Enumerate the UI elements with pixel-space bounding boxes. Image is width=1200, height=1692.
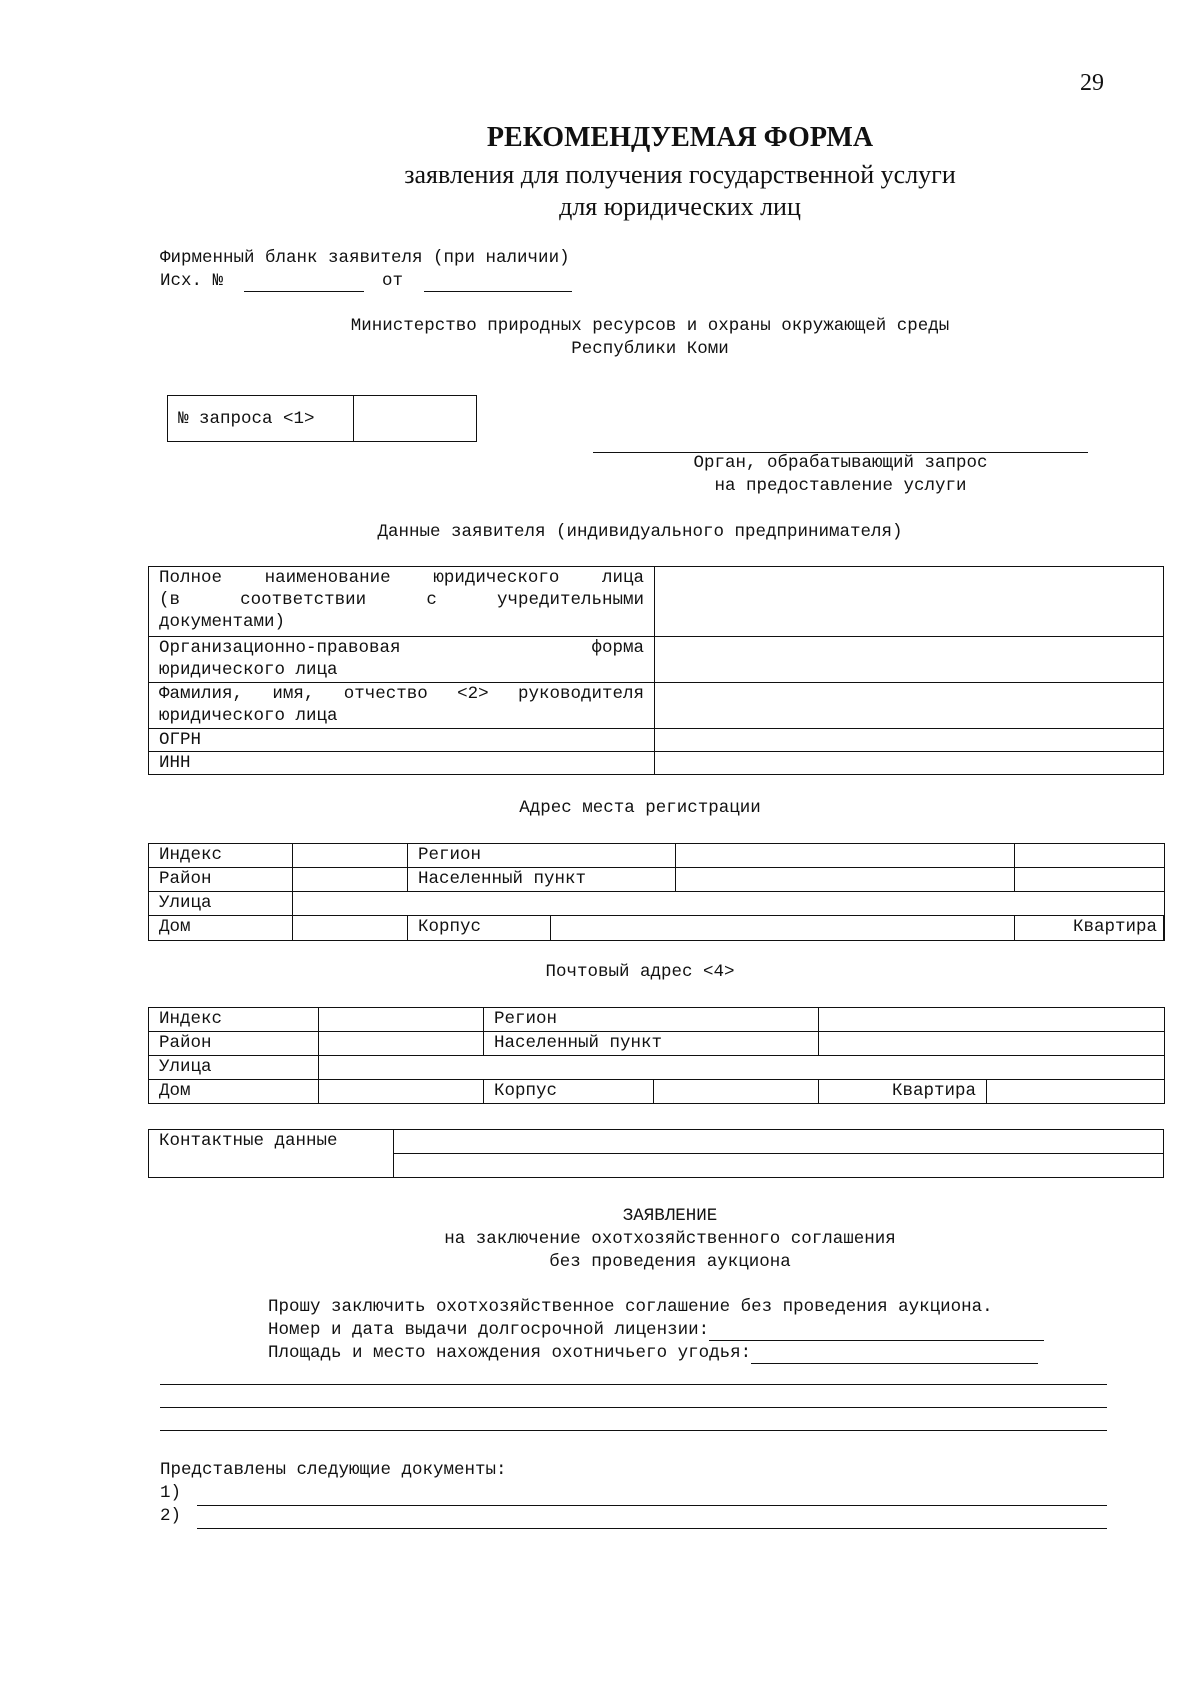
legal-form-label bbox=[149, 637, 655, 683]
table-row bbox=[149, 752, 1164, 775]
reg-street-label: Улица bbox=[149, 892, 293, 916]
contacts-label: Контактные данные bbox=[149, 1130, 394, 1178]
table-row bbox=[149, 916, 1165, 941]
reg-region-field-extra[interactable] bbox=[1015, 844, 1165, 868]
table-row bbox=[149, 1032, 1165, 1056]
table-row bbox=[149, 1008, 1165, 1032]
table-row bbox=[149, 567, 1164, 637]
reg-locality-field-extra[interactable] bbox=[1015, 868, 1165, 892]
area-label: Площадь и место нахождения охотничьего угодья: bbox=[268, 1343, 752, 1363]
postal-street-field[interactable] bbox=[319, 1056, 1165, 1080]
reg-apartment-cell bbox=[1015, 916, 1165, 941]
table-row bbox=[149, 683, 1164, 729]
postal-apartment-label: Квартира bbox=[819, 1080, 987, 1104]
table-row bbox=[149, 1056, 1165, 1080]
contacts-field-2[interactable] bbox=[394, 1154, 1164, 1178]
request-number-box bbox=[167, 395, 477, 442]
request-number-field[interactable] bbox=[354, 396, 477, 442]
authority-caption-line2: на предоставление услуги bbox=[714, 476, 967, 496]
head-name-label-line1: Фамилия, имя, отчество <2> руководителя bbox=[159, 684, 644, 704]
outgoing-number-field[interactable] bbox=[244, 271, 364, 292]
outgoing-number-line bbox=[160, 271, 572, 292]
ministry-name-line2: Республики Коми bbox=[571, 339, 729, 359]
form-title: РЕКОМЕНДУЕМАЯ ФОРМА bbox=[486, 122, 874, 153]
reg-index-label: Индекс bbox=[149, 844, 293, 868]
statement-subtitle-line2: без проведения аукциона bbox=[549, 1252, 791, 1272]
postal-apartment-field[interactable] bbox=[987, 1080, 1165, 1104]
postal-index-field[interactable] bbox=[319, 1008, 484, 1032]
reg-locality-label: Населенный пункт bbox=[408, 868, 676, 892]
contacts-field-1[interactable] bbox=[394, 1130, 1164, 1154]
table-row bbox=[149, 637, 1164, 683]
reg-region-label: Регион bbox=[408, 844, 676, 868]
postal-locality-label: Населенный пункт bbox=[484, 1032, 819, 1056]
reg-house-field[interactable] bbox=[293, 916, 408, 941]
applicant-table bbox=[148, 566, 1164, 775]
ogrn-field[interactable] bbox=[655, 729, 1164, 752]
reg-locality-field[interactable] bbox=[676, 868, 1015, 892]
reg-apartment-label: Квартира bbox=[1015, 916, 1164, 940]
head-name-label-line2: юридического лица bbox=[159, 706, 338, 726]
legal-form-field[interactable] bbox=[655, 637, 1164, 683]
table-row bbox=[149, 892, 1165, 916]
page-number: 29 bbox=[1080, 70, 1104, 96]
letterhead-caption: Фирменный бланк заявителя (при наличии) bbox=[160, 248, 570, 268]
inn-field[interactable] bbox=[655, 752, 1164, 775]
full-name-label-line2: (в соответствии с учредительными bbox=[159, 590, 644, 610]
postal-street-label: Улица bbox=[149, 1056, 319, 1080]
postal-building-field[interactable] bbox=[654, 1080, 819, 1104]
documents-heading: Представлены следующие документы: bbox=[160, 1460, 507, 1480]
postal-address-table bbox=[148, 1007, 1165, 1104]
form-subtitle-line1: заявления для получения государственной услуги bbox=[404, 160, 956, 189]
form-subtitle-line2: для юридических лиц bbox=[559, 192, 801, 221]
table-row bbox=[149, 1130, 1164, 1154]
postal-region-label: Регион bbox=[484, 1008, 819, 1032]
reg-index-field[interactable] bbox=[293, 844, 408, 868]
postal-index-label: Индекс bbox=[149, 1008, 319, 1032]
area-continuation-line-1[interactable] bbox=[160, 1384, 1107, 1385]
statement-heading: ЗАЯВЛЕНИЕ bbox=[622, 1206, 718, 1226]
area-continuation-line-3[interactable] bbox=[160, 1430, 1107, 1431]
full-name-label bbox=[149, 567, 655, 637]
full-name-label-line3: документами) bbox=[159, 612, 286, 632]
legal-form-label-line2: юридического лица bbox=[159, 660, 338, 680]
inn-label: ИНН bbox=[149, 752, 655, 775]
reg-district-label: Район bbox=[149, 868, 293, 892]
table-row bbox=[149, 1080, 1165, 1104]
table-row bbox=[149, 868, 1165, 892]
postal-district-field[interactable] bbox=[319, 1032, 484, 1056]
statement-request-text: Прошу заключить охотхозяйственное соглашение без проведения аукциона. bbox=[268, 1297, 993, 1317]
license-label: Номер и дата выдачи долгосрочной лицензии: bbox=[268, 1320, 710, 1340]
document-item-1-field[interactable] bbox=[197, 1505, 1107, 1506]
postal-house-label: Дом bbox=[149, 1080, 319, 1104]
reg-region-field[interactable] bbox=[676, 844, 1015, 868]
postal-region-field[interactable] bbox=[819, 1008, 1165, 1032]
legal-form-label-line1: Организационно-правовая форма bbox=[159, 638, 644, 658]
postal-house-field[interactable] bbox=[319, 1080, 484, 1104]
area-continuation-line-2[interactable] bbox=[160, 1407, 1107, 1408]
reg-district-field[interactable] bbox=[293, 868, 408, 892]
statement-subtitle-line1: на заключение охотхозяйственного соглашения bbox=[444, 1229, 896, 1249]
reg-street-field[interactable] bbox=[293, 892, 1165, 916]
area-line bbox=[268, 1343, 1038, 1364]
applicant-heading: Данные заявителя (индивидуального предпринимателя) bbox=[377, 522, 903, 542]
document-item-1-number: 1) bbox=[160, 1483, 182, 1503]
license-line bbox=[268, 1320, 1044, 1341]
head-name-field[interactable] bbox=[655, 683, 1164, 729]
full-name-label-line1: Полное наименование юридического лица bbox=[159, 568, 644, 588]
request-number-label: № запроса <1> bbox=[168, 396, 354, 442]
table-row bbox=[149, 844, 1165, 868]
reg-address-heading: Адрес места регистрации bbox=[519, 798, 761, 818]
reg-building-field[interactable] bbox=[551, 916, 1015, 941]
postal-building-label: Корпус bbox=[484, 1080, 654, 1104]
document-item-2-number: 2) bbox=[160, 1506, 182, 1526]
outgoing-number-label: Исх. № bbox=[160, 271, 224, 291]
postal-address-heading: Почтовый адрес <4> bbox=[545, 962, 735, 982]
full-name-field[interactable] bbox=[655, 567, 1164, 637]
postal-locality-field[interactable] bbox=[819, 1032, 1165, 1056]
reg-house-label: Дом bbox=[149, 916, 293, 941]
contacts-table bbox=[148, 1129, 1164, 1178]
from-date-label: от bbox=[382, 271, 404, 291]
authority-caption-line1: Орган, обрабатывающий запрос bbox=[693, 453, 988, 473]
head-name-label bbox=[149, 683, 655, 729]
ministry-name-line1: Министерство природных ресурсов и охраны окружающей среды bbox=[350, 316, 950, 336]
table-row bbox=[149, 729, 1164, 752]
from-date-field[interactable] bbox=[424, 271, 572, 292]
ogrn-label: ОГРН bbox=[149, 729, 655, 752]
area-field[interactable] bbox=[751, 1343, 1038, 1364]
reg-building-label: Корпус bbox=[408, 916, 551, 941]
document-item-2-field[interactable] bbox=[197, 1528, 1107, 1529]
reg-address-table bbox=[148, 843, 1165, 941]
license-field[interactable] bbox=[709, 1320, 1044, 1341]
postal-district-label: Район bbox=[149, 1032, 319, 1056]
